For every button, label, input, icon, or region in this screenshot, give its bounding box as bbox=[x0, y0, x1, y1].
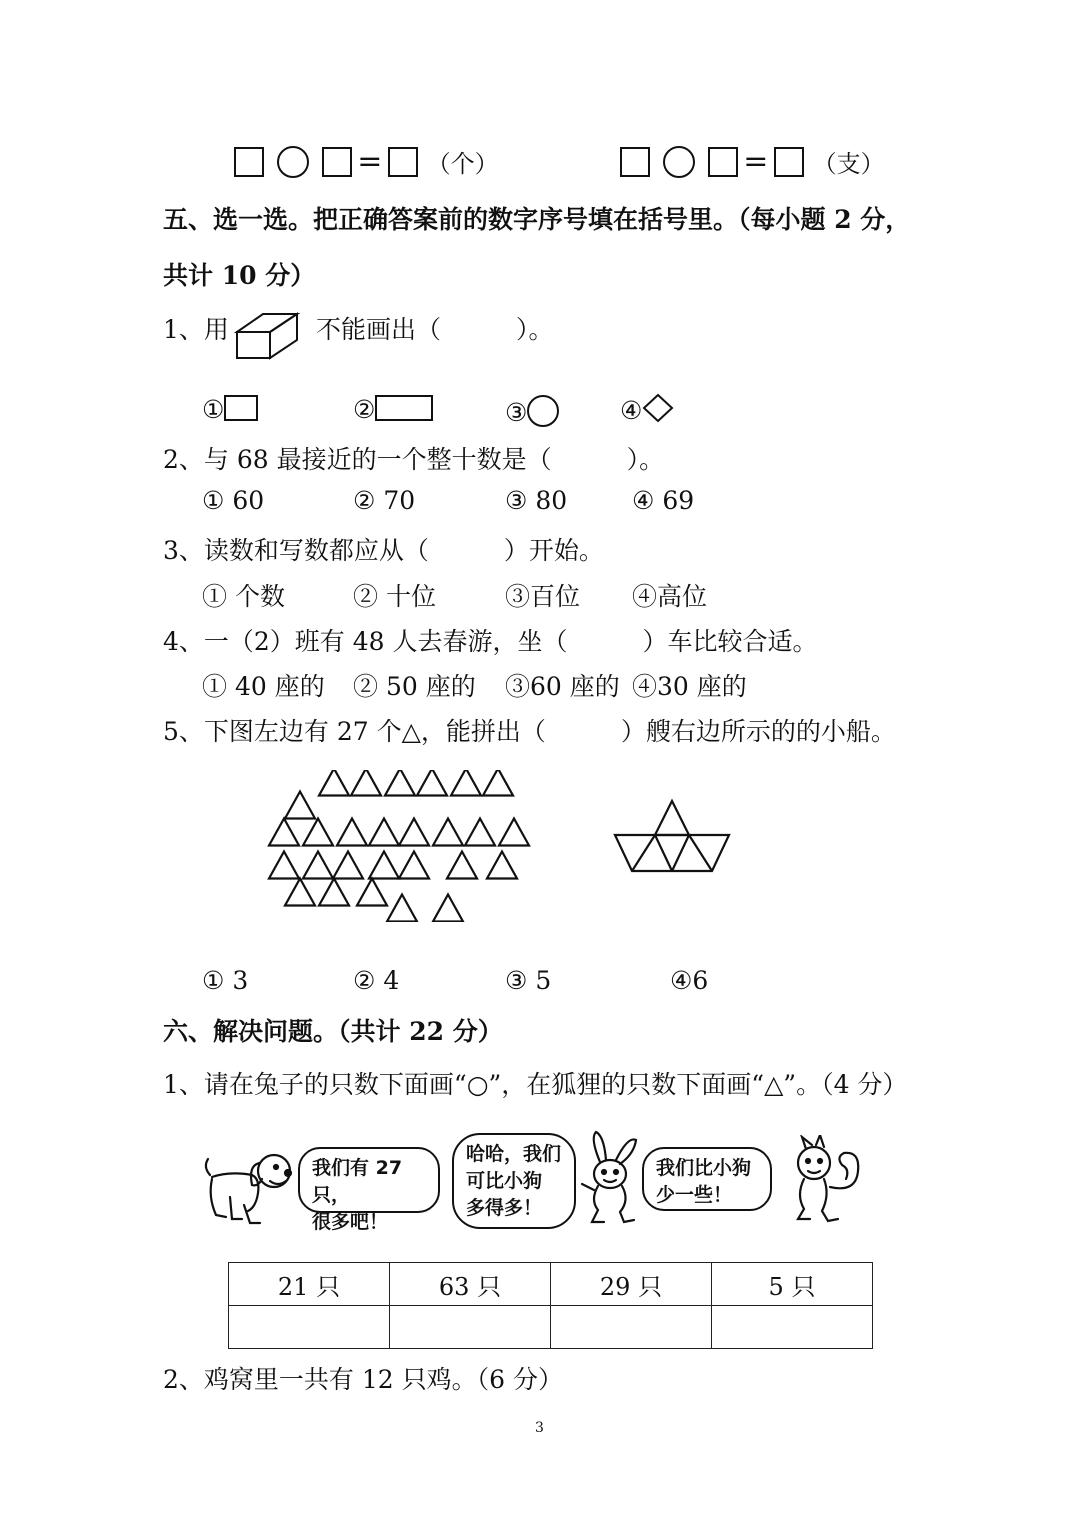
rabbit-speech-bubble bbox=[452, 1133, 576, 1229]
square-shape bbox=[224, 395, 258, 421]
triangle-shape bbox=[483, 770, 513, 796]
operator-circle[interactable] bbox=[663, 146, 695, 178]
q5-option-4[interactable]: ④6 bbox=[670, 966, 709, 995]
option-marker: ④ bbox=[620, 396, 643, 425]
q3-option-4[interactable]: ④高位 bbox=[632, 582, 708, 611]
triangle-shape bbox=[433, 819, 463, 846]
q4-option-4[interactable]: ④30 座的 bbox=[632, 672, 747, 701]
triangle-shape bbox=[285, 879, 315, 906]
answer-cell[interactable] bbox=[551, 1306, 712, 1349]
q2-option-4[interactable]: ④ 69 bbox=[632, 486, 695, 515]
table-cell: 21 只 bbox=[229, 1263, 390, 1306]
triangle-shape bbox=[385, 770, 415, 796]
bubble-line: 我们比小狗 bbox=[656, 1157, 752, 1179]
blank-square[interactable] bbox=[620, 147, 650, 177]
squirrel-illustration bbox=[786, 1135, 866, 1225]
section5-heading-cont: 共计 10 分） bbox=[163, 261, 316, 290]
q4-option-3[interactable]: ③60 座的 bbox=[505, 672, 620, 701]
page-number: 3 bbox=[535, 1420, 544, 1436]
triangle-shape bbox=[451, 770, 481, 796]
triangle-shape bbox=[387, 895, 417, 922]
table-cell: 63 只 bbox=[390, 1263, 551, 1306]
q2-option-3[interactable]: ③ 80 bbox=[505, 486, 568, 515]
q4-option-2[interactable]: ② 50 座的 bbox=[353, 672, 476, 701]
dog-speech-bubble bbox=[298, 1147, 440, 1233]
q2-option-2[interactable]: ② 70 bbox=[353, 486, 416, 515]
question-4: 4、一（2）班有 48 人去春游，坐（ ）车比较合适。 bbox=[163, 627, 818, 656]
dog-illustration bbox=[200, 1145, 300, 1229]
q1-option-2[interactable] bbox=[353, 395, 433, 424]
table-cell: 5 只 bbox=[712, 1263, 873, 1306]
table-header-row bbox=[229, 1263, 873, 1306]
question-2: 2、与 68 最接近的一个整十数是（ ）。 bbox=[163, 445, 665, 474]
option-marker: ① bbox=[202, 395, 225, 424]
triangle-shape bbox=[369, 852, 399, 879]
bubble-line: 多得多！ bbox=[466, 1197, 543, 1219]
q5-option-2[interactable]: ② 4 bbox=[353, 966, 400, 995]
blank-square[interactable] bbox=[234, 147, 264, 177]
triangle-shape bbox=[351, 770, 381, 796]
section5-heading: 五、选一选。把正确答案前的数字序号填在括号里。（每小题 2 分， bbox=[163, 205, 911, 234]
triangle-shape bbox=[357, 879, 387, 906]
q3-option-3[interactable]: ③百位 bbox=[505, 582, 581, 611]
q5-option-3[interactable]: ③ 5 bbox=[505, 966, 552, 995]
triangle-shape bbox=[269, 852, 299, 879]
triangle-shape bbox=[269, 819, 299, 846]
circle-shape bbox=[527, 395, 559, 427]
diamond-shape bbox=[642, 393, 674, 423]
triangle-shape bbox=[447, 852, 477, 879]
section6-question-2: 2、鸡窝里一共有 12 只鸡。（6 分） bbox=[163, 1365, 563, 1394]
q1-option-1[interactable] bbox=[202, 395, 258, 424]
unit-label: （个） bbox=[426, 150, 499, 178]
q3-option-2[interactable]: ② 十位 bbox=[353, 582, 436, 611]
formula-row-left bbox=[234, 144, 499, 179]
bubble-line: 可比小狗 bbox=[466, 1170, 543, 1192]
triangle-shape bbox=[499, 819, 529, 846]
operator-circle[interactable] bbox=[277, 146, 309, 178]
triangle-shape bbox=[303, 852, 333, 879]
q2-option-1[interactable]: ① 60 bbox=[202, 486, 265, 515]
triangle-shape bbox=[399, 852, 429, 879]
answer-cell[interactable] bbox=[712, 1306, 873, 1349]
q3-option-1[interactable]: ① 个数 bbox=[202, 582, 285, 611]
answer-cell[interactable] bbox=[390, 1306, 551, 1349]
bubble-line: 少一些！ bbox=[656, 1184, 733, 1206]
triangle-shape bbox=[333, 852, 363, 879]
q5-option-1[interactable]: ① 3 bbox=[202, 966, 249, 995]
question-5: 5、下图左边有 27 个△，能拼出（ ）艘右边所示的的小船。 bbox=[163, 717, 896, 746]
equals-sign: = bbox=[743, 144, 769, 179]
triangle-shape bbox=[303, 819, 333, 846]
triangle-shape bbox=[285, 792, 315, 819]
rabbit-illustration bbox=[578, 1128, 642, 1228]
triangle-shape bbox=[433, 895, 463, 922]
option-marker: ② bbox=[353, 395, 376, 424]
formula-row-right bbox=[620, 144, 885, 179]
q4-option-1[interactable]: ① 40 座的 bbox=[202, 672, 325, 701]
table-answer-row bbox=[229, 1306, 873, 1349]
squirrel-speech-bubble bbox=[642, 1147, 772, 1211]
q1-option-4[interactable] bbox=[620, 393, 674, 425]
answer-cell[interactable] bbox=[229, 1306, 390, 1349]
equals-sign: = bbox=[357, 144, 383, 179]
bubble-line: 我们有 27 只， bbox=[312, 1157, 403, 1206]
triangle-shape bbox=[465, 819, 495, 846]
triangle-shape bbox=[417, 770, 447, 796]
triangle-shape bbox=[319, 770, 349, 796]
triangles-group bbox=[262, 770, 537, 922]
boat-figure bbox=[610, 795, 734, 877]
triangle-shape bbox=[369, 819, 399, 846]
unit-label: （支） bbox=[812, 150, 885, 178]
q1-option-3[interactable] bbox=[505, 395, 559, 427]
rectangle-shape bbox=[375, 395, 433, 421]
bubble-line: 哈哈，我们 bbox=[466, 1143, 562, 1165]
question-1-suffix: 不能画出（ ）。 bbox=[316, 315, 554, 344]
question-1-prefix: 1、用 bbox=[163, 315, 229, 344]
triangle-shape bbox=[319, 879, 349, 906]
cuboid-figure bbox=[234, 310, 302, 362]
blank-square[interactable] bbox=[708, 147, 738, 177]
triangle-shape bbox=[487, 852, 517, 879]
question-3: 3、读数和写数都应从（ ）开始。 bbox=[163, 536, 604, 565]
blank-square[interactable] bbox=[388, 147, 418, 177]
blank-square[interactable] bbox=[322, 147, 352, 177]
blank-square[interactable] bbox=[774, 147, 804, 177]
answer-table bbox=[228, 1262, 873, 1349]
triangle-shape bbox=[337, 819, 367, 846]
section6-question-1: 1、请在兔子的只数下面画“○”，在狐狸的只数下面画“△”。（4 分） bbox=[163, 1070, 908, 1099]
triangle-shape bbox=[399, 819, 429, 846]
table-cell: 29 只 bbox=[551, 1263, 712, 1306]
section6-heading: 六、解决问题。（共计 22 分） bbox=[163, 1017, 503, 1046]
bubble-line: 很多吧！ bbox=[312, 1211, 389, 1233]
option-marker: ③ bbox=[505, 398, 528, 427]
